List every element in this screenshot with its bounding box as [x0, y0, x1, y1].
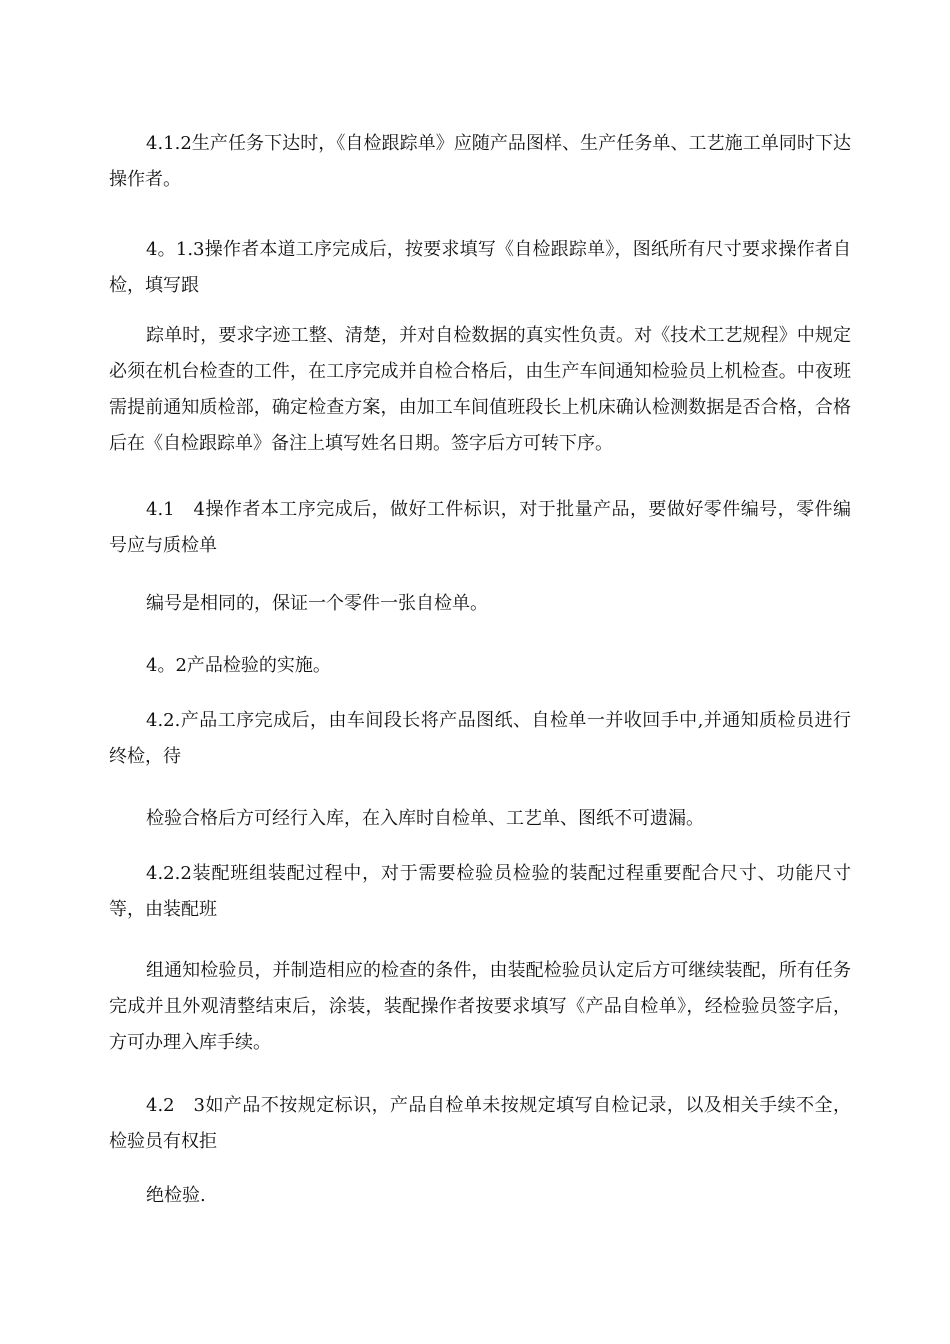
- paragraph-4-1-2: 4.1.2生产任务下达时，《自检跟踪单》应随产品图样、生产任务单、工艺施工单同时下达操作者。: [109, 133, 851, 190]
- paragraph-4-2-2: 4.2.2装配班组装配过程中，对于需要检验员检验的装配过程重要配合尺寸、功能尺寸等，由装配班: [109, 863, 851, 920]
- paragraph-4-1-4: 4.1 4操作者本工序完成后，做好工件标识，对于批量产品，要做好零件编号，零件编号应与质检单: [109, 499, 851, 556]
- paragraph-4-1-4-continued: 编号是相同的，保证一个零件一张自检单。: [146, 593, 488, 614]
- paragraph-4-2-3-continued: 绝检验.: [146, 1185, 206, 1206]
- paragraph-4-2-3: 4.2 3如产品不按规定标识，产品自检单未按规定填写自检记录，以及相关手续不全，检验员有权拒: [109, 1095, 851, 1152]
- paragraph-4-1-3: 4。1.3操作者本道工序完成后，按要求填写《自检跟踪单》，图纸所有尺寸要求操作者自检，填写跟: [109, 239, 851, 296]
- section-heading-4-2: 4。2产品检验的实施。: [146, 655, 331, 676]
- paragraph-4-1-3-continued: 踪单时，要求字迹工整、清楚，并对自检数据的真实性负责。对《技术工艺规程》中规定必须在机台检查的工件，在工序完成并自检合格后，由生产车间通知检验员上机检查。中夜班需提前通知质检部，确定检查方案，由加工车间值班段长上机床确认检测数据是否合格，合格后在《自检跟踪单》备注上填写姓名日期。签字后方可转下序。: [109, 325, 851, 454]
- paragraph-4-2-2-continued: 组通知检验员，并制造相应的检查的条件，由装配检验员认定后方可继续装配，所有任务完成并且外观清整结束后，涂装，装配操作者按要求填写《产品自检单》，经检验员签字后，方可办理入库手续。: [109, 960, 851, 1053]
- paragraph-4-2-1: 4.2.产品工序完成后，由车间段长将产品图纸、自检单一并收回手中,并通知质检员进行终检，待: [109, 710, 851, 767]
- paragraph-4-2-1-continued: 检验合格后方可经行入库，在入库时自检单、工艺单、图纸不可遗漏。: [146, 808, 704, 829]
